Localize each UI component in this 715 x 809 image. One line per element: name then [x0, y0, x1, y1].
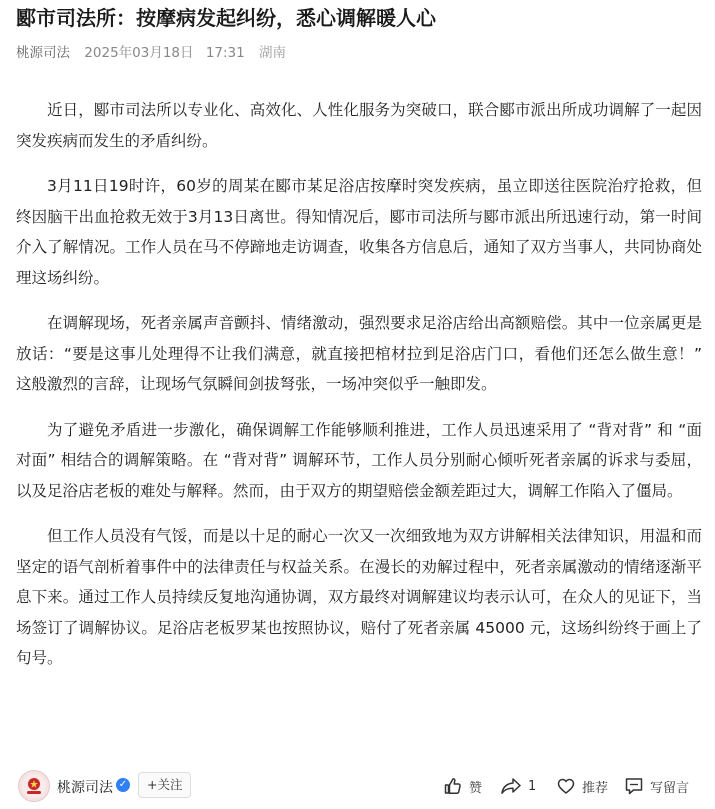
article-paragraph: 在调解现场，死者亲属声音颤抖、情绪激动，强烈要求足浴店给出高额赔偿。其中一位亲属更是放话：“要是这事儿处理得不让我们满意，就直接把棺材拉到足浴店门口，看他们还怎么做生意！” 这般激烈的言辞，让现场气氛瞬间剑拔弩张，一场冲突似乎一触即发。	[16, 314, 702, 393]
bottom-action-bar	[0, 764, 715, 809]
article-body	[16, 95, 702, 689]
comment-icon	[624, 776, 644, 796]
recommend-label: 推荐	[582, 780, 609, 796]
publish-region: 湖南	[259, 45, 287, 61]
verified-icon: ✓	[116, 778, 130, 792]
account-avatar[interactable]	[18, 770, 50, 802]
article-title: 郾市司法所：按摩病发起纠纷，悉心调解暖人心	[16, 6, 436, 30]
article-paragraph: 近日，郾市司法所以专业化、高效化、人性化服务为突破口，联合郾市派出所成功调解了一起因突发疾病而发生的矛盾纠纷。	[16, 101, 702, 150]
thumbs-up-icon	[443, 776, 463, 796]
like-button[interactable]	[443, 774, 482, 798]
share-button[interactable]	[500, 774, 536, 798]
publish-time: 17:31	[205, 45, 245, 61]
comment-label: 写留言	[650, 780, 690, 796]
article-meta	[16, 41, 286, 61]
article-paragraph: 3月11日19时许，60岁的周某在郾市某足浴店按摩时突发疾病，虽立即送往医院治疗抢救，但终因脑干出血抢救无效于3月13日离世。得知情况后，郾市司法所与郾市派出所迅速行动，第一时间介入了解情况。工作人员在马不停蹄地走访调查，收集各方信息后，通知了双方当事人，共同协商处理这场纠纷。	[16, 177, 702, 287]
share-icon	[500, 776, 522, 796]
article-paragraph: 为了避免矛盾进一步激化，确保调解工作能够顺利推进，工作人员迅速采用了 “背对背” 和 “面对面” 相结合的调解策略。在 “背对背” 调解环节，工作人员分别耐心倾听死者亲属的诉求与委屈，以及足浴店老板的难处与解释。然而，由于双方的期望赔偿金额差距过大，调解工作陷入了僵局。	[16, 420, 702, 500]
follow-button[interactable]: +关注	[138, 772, 191, 798]
account-name[interactable]: 桃源司法	[57, 780, 113, 796]
heart-icon	[556, 776, 576, 796]
share-count: 1	[528, 778, 537, 794]
author-link[interactable]: 桃源司法	[16, 45, 70, 61]
recommend-button[interactable]	[556, 774, 608, 798]
publish-date: 2025年03月18日	[84, 45, 194, 61]
like-label: 赞	[469, 780, 483, 796]
emblem-icon	[21, 773, 47, 799]
comment-button[interactable]	[624, 774, 689, 798]
article-paragraph: 但工作人员没有气馁，而是以十足的耐心一次又一次细致地为双方讲解相关法律知识，用温和而坚定的语气剖析着事件中的法律责任与权益关系。在漫长的劝解过程中，死者亲属激动的情绪逐渐平息下来。通过工作人员持续反复地沟通协调，双方最终对调解建议均表示认可，在众人的见证下，当场签订了调解协议。足浴店老板罗某也按照协议，赔付了死者亲属 45000 元，这场纠纷终于画上了句号。	[16, 527, 702, 667]
